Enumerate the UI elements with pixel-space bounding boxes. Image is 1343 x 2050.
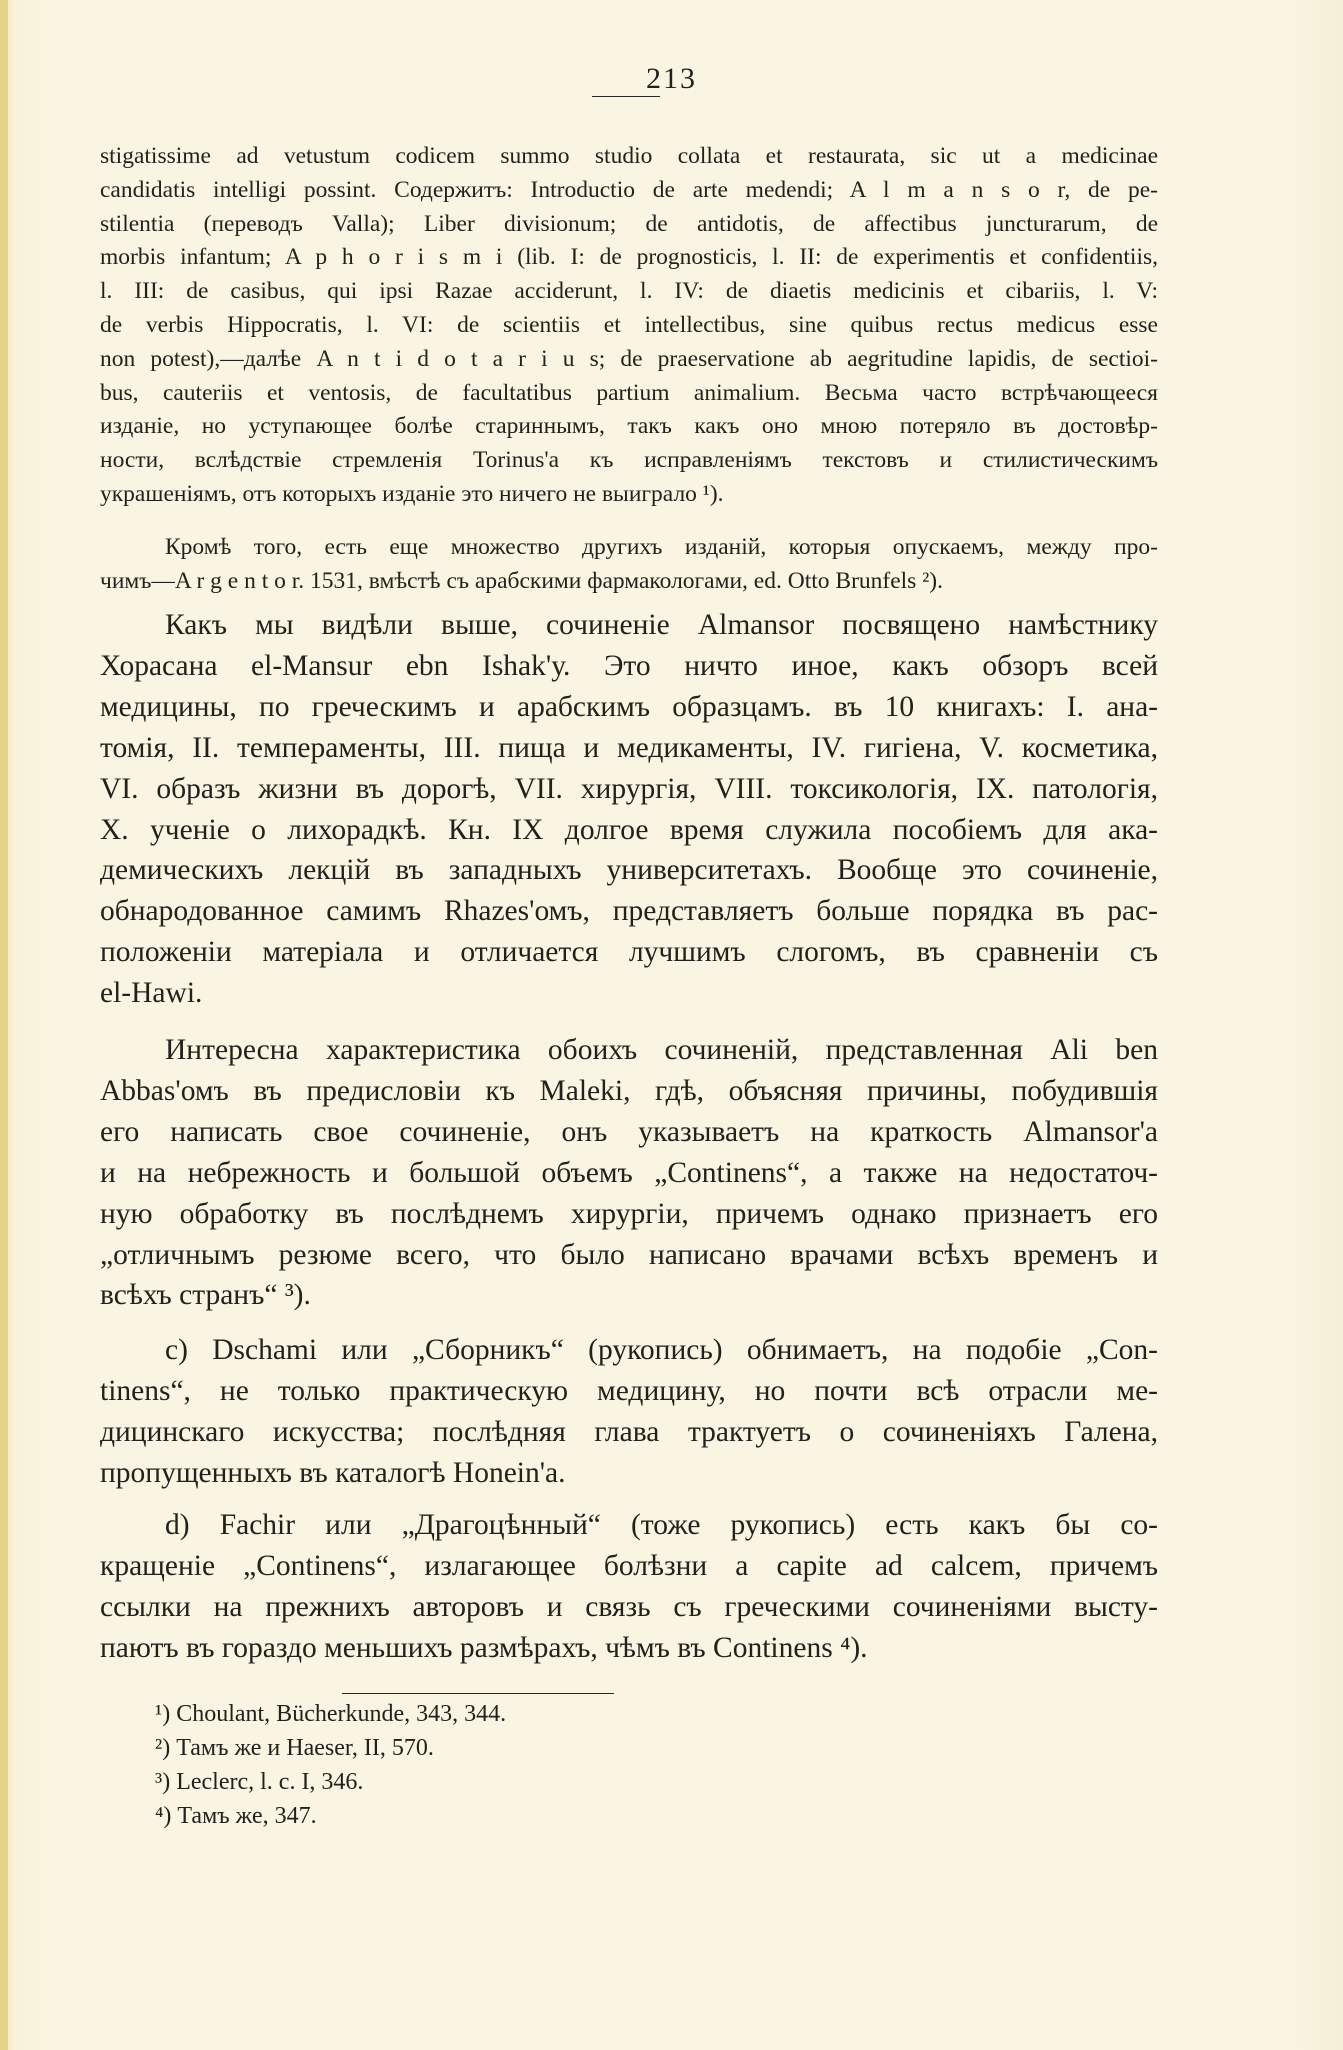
footnote: ⁴) Тамъ же, 347. (155, 1803, 317, 1829)
text-line: Хорасана el-Mansur ebn Ishak'у. Это ничто иное, какъ обзоръ всей (100, 649, 1158, 682)
text-line: пропущенныхъ въ каталогѣ Honein'а. (100, 1456, 566, 1489)
text-line: обнародованное самимъ Rhazes'омъ, представляетъ больше порядка въ рас- (100, 895, 1158, 928)
text-line: c) Dschami или „Сборникъ“ (рукопись) обнимаетъ, на подобіе „Con- (165, 1334, 1158, 1366)
text-line: „отличнымъ резюме всего, что было написано врачами всѣхъ временъ и (100, 1238, 1158, 1271)
text-line: morbis infantum; A p h o r i s m i (lib. I: de prognosticis, l. II: de experimentis et confidentiis, (100, 244, 1158, 271)
text-line: украшеніямъ, отъ которыхъ изданіе это ничего не выиграло ¹). (100, 480, 724, 507)
paragraph-3 (100, 605, 1158, 1014)
text-line: томія, II. темпераменты, III. пища и медикаменты, IV. гигіена, V. косметика, (100, 731, 1158, 764)
text-line: stilentia (переводъ Valla); Liber divisionum; de antidotis, de affectibus juncturarum, de (100, 210, 1158, 237)
text-line: l. III: de casibus, qui ipsi Razae acciderunt, l. IV: de diaetis medicinis et cibariis, l. V: (100, 278, 1158, 305)
page-number: 213 (646, 62, 697, 95)
text-line: всѣхъ странъ“ ³). (100, 1279, 311, 1312)
text-line: ности, вслѣдствіе стремленія Torinus'а къ исправленіямъ текстовъ и стилистическимъ (100, 447, 1158, 474)
text-line: демическихъ лекцій въ западныхъ университетахъ. Вообще это сочиненіе, (100, 854, 1158, 887)
text-line: Интересна характеристика обоихъ сочиненій, представленная Ali ben (165, 1034, 1158, 1066)
text-line: el-Hawi. (100, 977, 203, 1010)
paragraph-5 (100, 1330, 1158, 1494)
page-edge (0, 0, 8, 2050)
footnote: ²) Тамъ же и Haeser, II, 570. (155, 1735, 434, 1761)
text-line: stigatissime ad vetustum codicem summo studio collata et restaurata, sic ut a medicinae (100, 143, 1158, 169)
text-line: ную обработку въ послѣднемъ хирургіи, причемъ однако признаетъ его (100, 1197, 1158, 1230)
page-number-rule (592, 96, 660, 97)
text-line: паютъ въ гораздо меньшихъ размѣрахъ, чѣмъ въ Continens ⁴). (100, 1631, 868, 1664)
paragraph-2 (100, 531, 1158, 599)
paragraph-6 (100, 1505, 1158, 1669)
footnote-separator (342, 1693, 614, 1694)
text-line: медицины, по греческимъ и арабскимъ образцамъ. въ 10 книгахъ: I. ана- (100, 690, 1158, 723)
text-line: его написать свое сочиненіе, онъ указываетъ на краткость Almansor'а (100, 1115, 1158, 1148)
text-line: d) Fachir или „Драгоцѣнный“ (тоже рукопись) есть какъ бы со- (165, 1509, 1158, 1541)
text-line: Abbas'омъ въ предисловіи къ Maleki, гдѣ, объясняя причины, побудившія (100, 1074, 1158, 1107)
footnotes (100, 1697, 1158, 1833)
text-line: VI. образъ жизни въ дорогѣ, VII. хирургія, VIII. токсикологія, IX. патологія, (100, 772, 1158, 805)
text-line: non potest),—далѣе A n t i d o t a r i u s; de praeservatione ab aegritudine lapidis, de sectioi- (100, 345, 1158, 372)
text-line: и на небрежность и большой объемъ „Continens“, а также на недостаточ- (100, 1156, 1158, 1189)
text-line: ссылки на прежнихъ авторовъ и связь съ греческими сочиненіями высту- (100, 1590, 1158, 1623)
text-line: bus, cauteriis et ventosis, de facultatibus partium animalium. Весьма часто встрѣчающееся (100, 379, 1158, 406)
footnote: ³) Leclerc, l. c. I, 346. (155, 1769, 364, 1795)
text-line: tinens“, не только практическую медицину, но почти всѣ отрасли ме- (100, 1374, 1158, 1407)
paragraph-1 (100, 140, 1158, 512)
text-line: положеніи матеріала и отличается лучшимъ слогомъ, въ сравненіи съ (100, 936, 1158, 969)
text-line: изданіе, но уступающее болѣе стариннымъ, такъ какъ оно мною потеряло въ достовѣр- (100, 413, 1158, 440)
paragraph-4 (100, 1030, 1158, 1316)
text-line: de verbis Hippocratis, l. VI: de scientiis et intellectibus, sine quibus rectus medicus esse (100, 311, 1158, 338)
text-line: дицинскаго искусства; послѣдняя глава трактуетъ о сочиненіяхъ Галена, (100, 1415, 1158, 1448)
footnote: ¹) Choulant, Bücherkunde, 343, 344. (155, 1701, 507, 1727)
text-line: Какъ мы видѣли выше, сочиненіе Almansor посвящено намѣстнику (165, 609, 1158, 641)
text-line: кращеніе „Continens“, излагающее болѣзни a capite ad calcem, причемъ (100, 1549, 1158, 1582)
text-line: candidatis intelligi possint. Содержитъ: Introductio de arte medendi; A l m a n s o r, de pe- (100, 176, 1158, 203)
text-line: X. ученіе о лихорадкѣ. Кн. IX долгое время служила пособіемъ для ака- (100, 813, 1158, 846)
text-line: Кромѣ того, есть еще множество другихъ изданій, которыя опускаемъ, между про- (165, 534, 1158, 560)
text-line: чимъ—A r g e n t o r. 1531, вмѣстѣ съ арабскими фармакологами, ed. Otto Brunfels ²). (100, 567, 943, 594)
